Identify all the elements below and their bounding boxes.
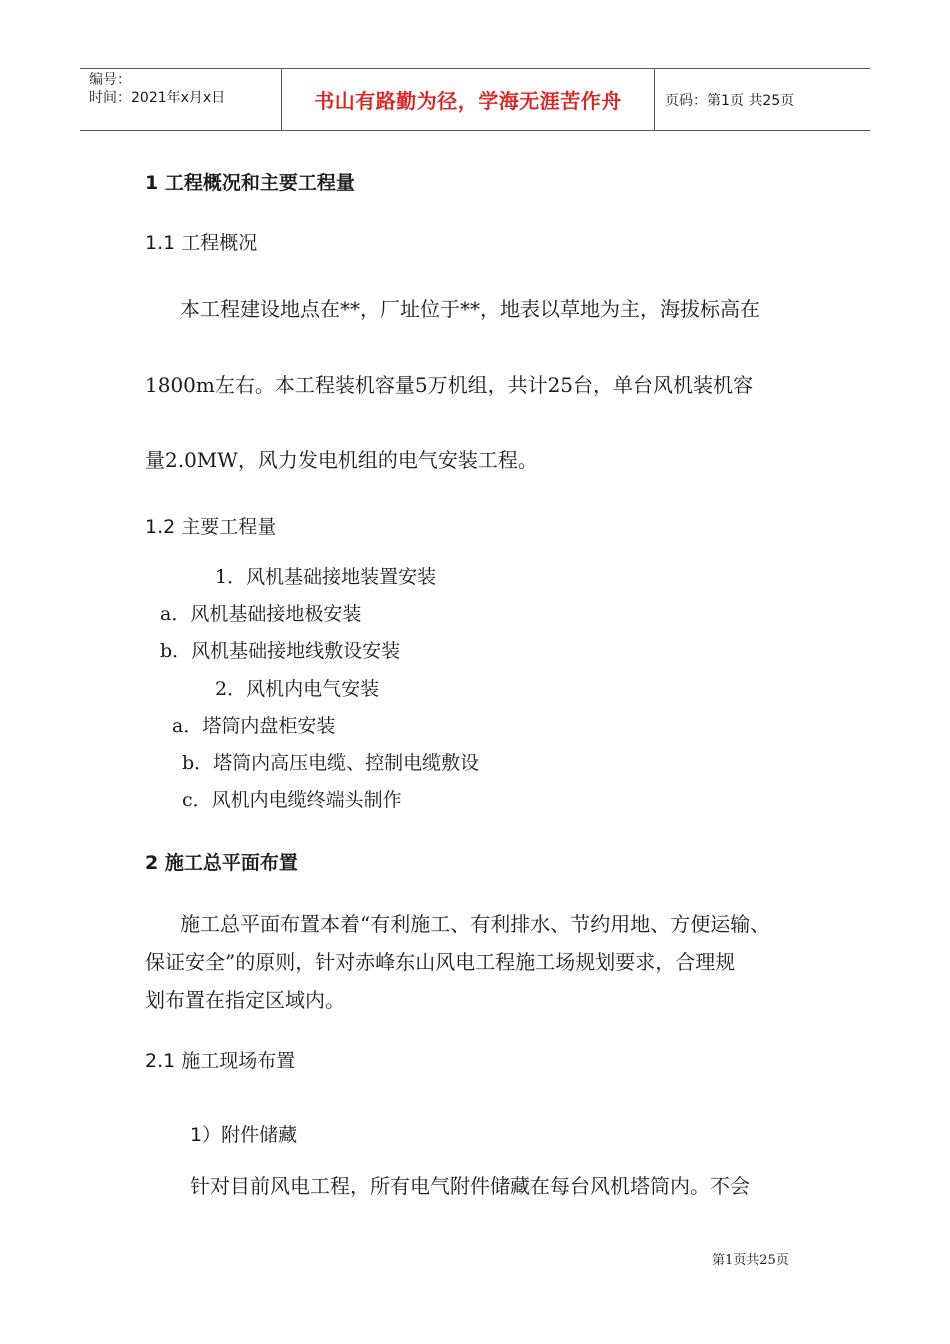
header-page-info [655,69,870,130]
list-item: c．风机内电缆终端头制作 [182,789,402,811]
paragraph-1-line-1: 本工程建设地点在**，厂址位于**，地表以草地为主，海拔标高在 [180,297,760,321]
paragraph-2-line-3: 划布置在指定区域内。 [145,988,345,1012]
heading-1: 1 工程概况和主要工程量 [145,172,355,194]
paragraph-2-line-1: 施工总平面布置本着“有利施工、有利排水、节约用地、方便运输、 [180,912,771,936]
paragraph-1-line-3: 量2.0MW，风力发电机组的电气安装工程。 [145,448,538,472]
heading-1-2: 1.2 主要工程量 [145,516,277,538]
heading-2: 2 施工总平面布置 [145,852,298,874]
list-item: 1．风机基础接地装置安装 [215,566,437,588]
paragraph-2-line-2: 保证安全”的原则，针对赤峰东山风电工程施工场规划要求，合理规 [145,950,736,974]
subheading-attachment-storage: 1）附件储藏 [190,1124,298,1146]
list-item: b．风机基础接地线敷设安装 [160,640,401,662]
list-item: 2．风机内电气安装 [215,678,380,700]
list-item: a．塔筒内盘柜安装 [172,715,336,737]
page-info-text: 页码：第1页 共25页 [665,92,795,109]
heading-2-1: 2.1 施工现场布置 [145,1050,296,1072]
heading-1-1: 1.1 工程概况 [145,232,258,254]
date-label: 时间：2021年x月x日 [89,90,226,106]
page-footer: 第1页共25页 [712,1253,789,1268]
list-item: b．塔筒内高压电缆、控制电缆敷设 [182,752,480,774]
paragraph-3-line-1: 针对目前风电工程，所有电气附件储藏在每台风机塔筒内。不会 [190,1174,750,1198]
page-header [80,68,870,131]
paragraph-1-line-2: 1800m左右。本工程装机容量5万机组，共计25台，单台风机装机容 [145,373,754,397]
motto-text: 书山有路勤为径，学海无涯苦作舟 [314,89,622,113]
header-meta [80,69,282,130]
header-motto [282,69,655,130]
list-item: a．风机基础接地极安装 [160,603,362,625]
code-label: 编号： [89,72,131,88]
